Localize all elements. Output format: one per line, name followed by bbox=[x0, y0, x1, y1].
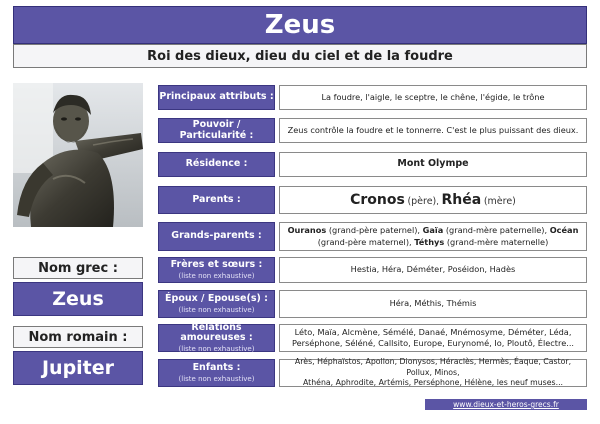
residence-label bbox=[158, 152, 275, 177]
spouses-label bbox=[158, 290, 275, 318]
roman-name-label: Nom romain : bbox=[13, 326, 143, 348]
power-value: Zeus contrôle la foudre et le tonnerre. C'est le plus puissant des dieux. bbox=[279, 118, 587, 143]
spouses-value: Héra, Méthis, Thémis bbox=[279, 290, 587, 318]
page-title: Zeus bbox=[13, 6, 587, 44]
gaia-name: Gaïa bbox=[422, 225, 444, 236]
gaia-role: (grand-mère paternelle), bbox=[445, 225, 548, 236]
lovers-value: Léto, Maïa, Alcmène, Sémélé, Danaé, Mnémosyme, Déméter, Léda, Perséphone, Séléné, Callsito, Europe, Eurynomé, Io, Ploutô, Électre... bbox=[279, 324, 587, 352]
father-name: Cronos bbox=[350, 191, 405, 208]
oceanos-role: (grand-père maternel), bbox=[317, 236, 412, 247]
page-subtitle: Roi des dieux, dieu du ciel et de la foudre bbox=[13, 44, 587, 68]
lovers-label bbox=[158, 321, 275, 354]
grandparents-label-text: Grands-parents : bbox=[171, 230, 262, 242]
tethys-name: Téthys bbox=[414, 236, 445, 247]
greek-name-label: Nom grec : bbox=[13, 257, 143, 279]
children-note: (liste non exhaustive) bbox=[178, 374, 255, 383]
residence-label-text: Résidence : bbox=[185, 158, 248, 170]
statue-illustration bbox=[13, 83, 143, 227]
power-label bbox=[158, 118, 275, 143]
website-link[interactable]: www.dieux-et-heros-grecs.fr bbox=[425, 399, 587, 410]
grandparents-value bbox=[279, 222, 587, 251]
residence-value: Mont Olympe bbox=[279, 152, 587, 177]
power-label-text: Pouvoir / Particularité : bbox=[179, 118, 254, 141]
children-value: Arès, Héphaïstos, Apollon, Dionysos, Héraclès, Hermès, Éaque, Castor, Pollux, Minos, Athéna, Aphrodite, Artémis, Perséphone, Hélène, les neuf muses... bbox=[279, 359, 587, 387]
ouranos-name: Ouranos bbox=[287, 225, 327, 236]
children-label-text: Enfants : bbox=[192, 362, 241, 374]
zeus-statue-image bbox=[13, 83, 143, 227]
siblings-label bbox=[158, 257, 275, 283]
siblings-label-text: Frères et sœurs : bbox=[170, 259, 263, 271]
parents-value: Cronos (père), Rhéa (mère) bbox=[279, 186, 587, 214]
lovers-note: (liste non exhaustive) bbox=[178, 345, 255, 354]
mother-role: (mère) bbox=[483, 195, 516, 207]
attributes-label-text: Principaux attributs : bbox=[159, 91, 274, 103]
father-role: (père) bbox=[407, 195, 437, 207]
greek-name: Zeus bbox=[13, 282, 143, 316]
spouses-note: (liste non exhaustive) bbox=[178, 305, 255, 314]
siblings-value: Hestia, Héra, Déméter, Poséidon, Hadès bbox=[279, 257, 587, 283]
children-label bbox=[158, 359, 275, 387]
attributes-label bbox=[158, 85, 275, 110]
mother-name: Rhéa bbox=[441, 191, 482, 208]
grandparents-label bbox=[158, 222, 275, 251]
siblings-note: (liste non exhaustive) bbox=[178, 271, 255, 280]
oceanos-name: Océan bbox=[549, 225, 579, 236]
attributes-value: La foudre, l'aigle, le sceptre, le chêne, l'égide, le trône bbox=[279, 85, 587, 110]
lovers-label-text: Relations amoureuses : bbox=[180, 321, 253, 344]
tethys-role: (grand-mère maternelle) bbox=[446, 236, 549, 247]
ouranos-role: (grand-père paternel), bbox=[328, 225, 421, 236]
spouses-label-text: Époux / Epouse(s) : bbox=[165, 293, 268, 305]
roman-name: Jupiter bbox=[13, 351, 143, 385]
parents-label-text: Parents : bbox=[192, 193, 241, 205]
parents-label bbox=[158, 186, 275, 214]
